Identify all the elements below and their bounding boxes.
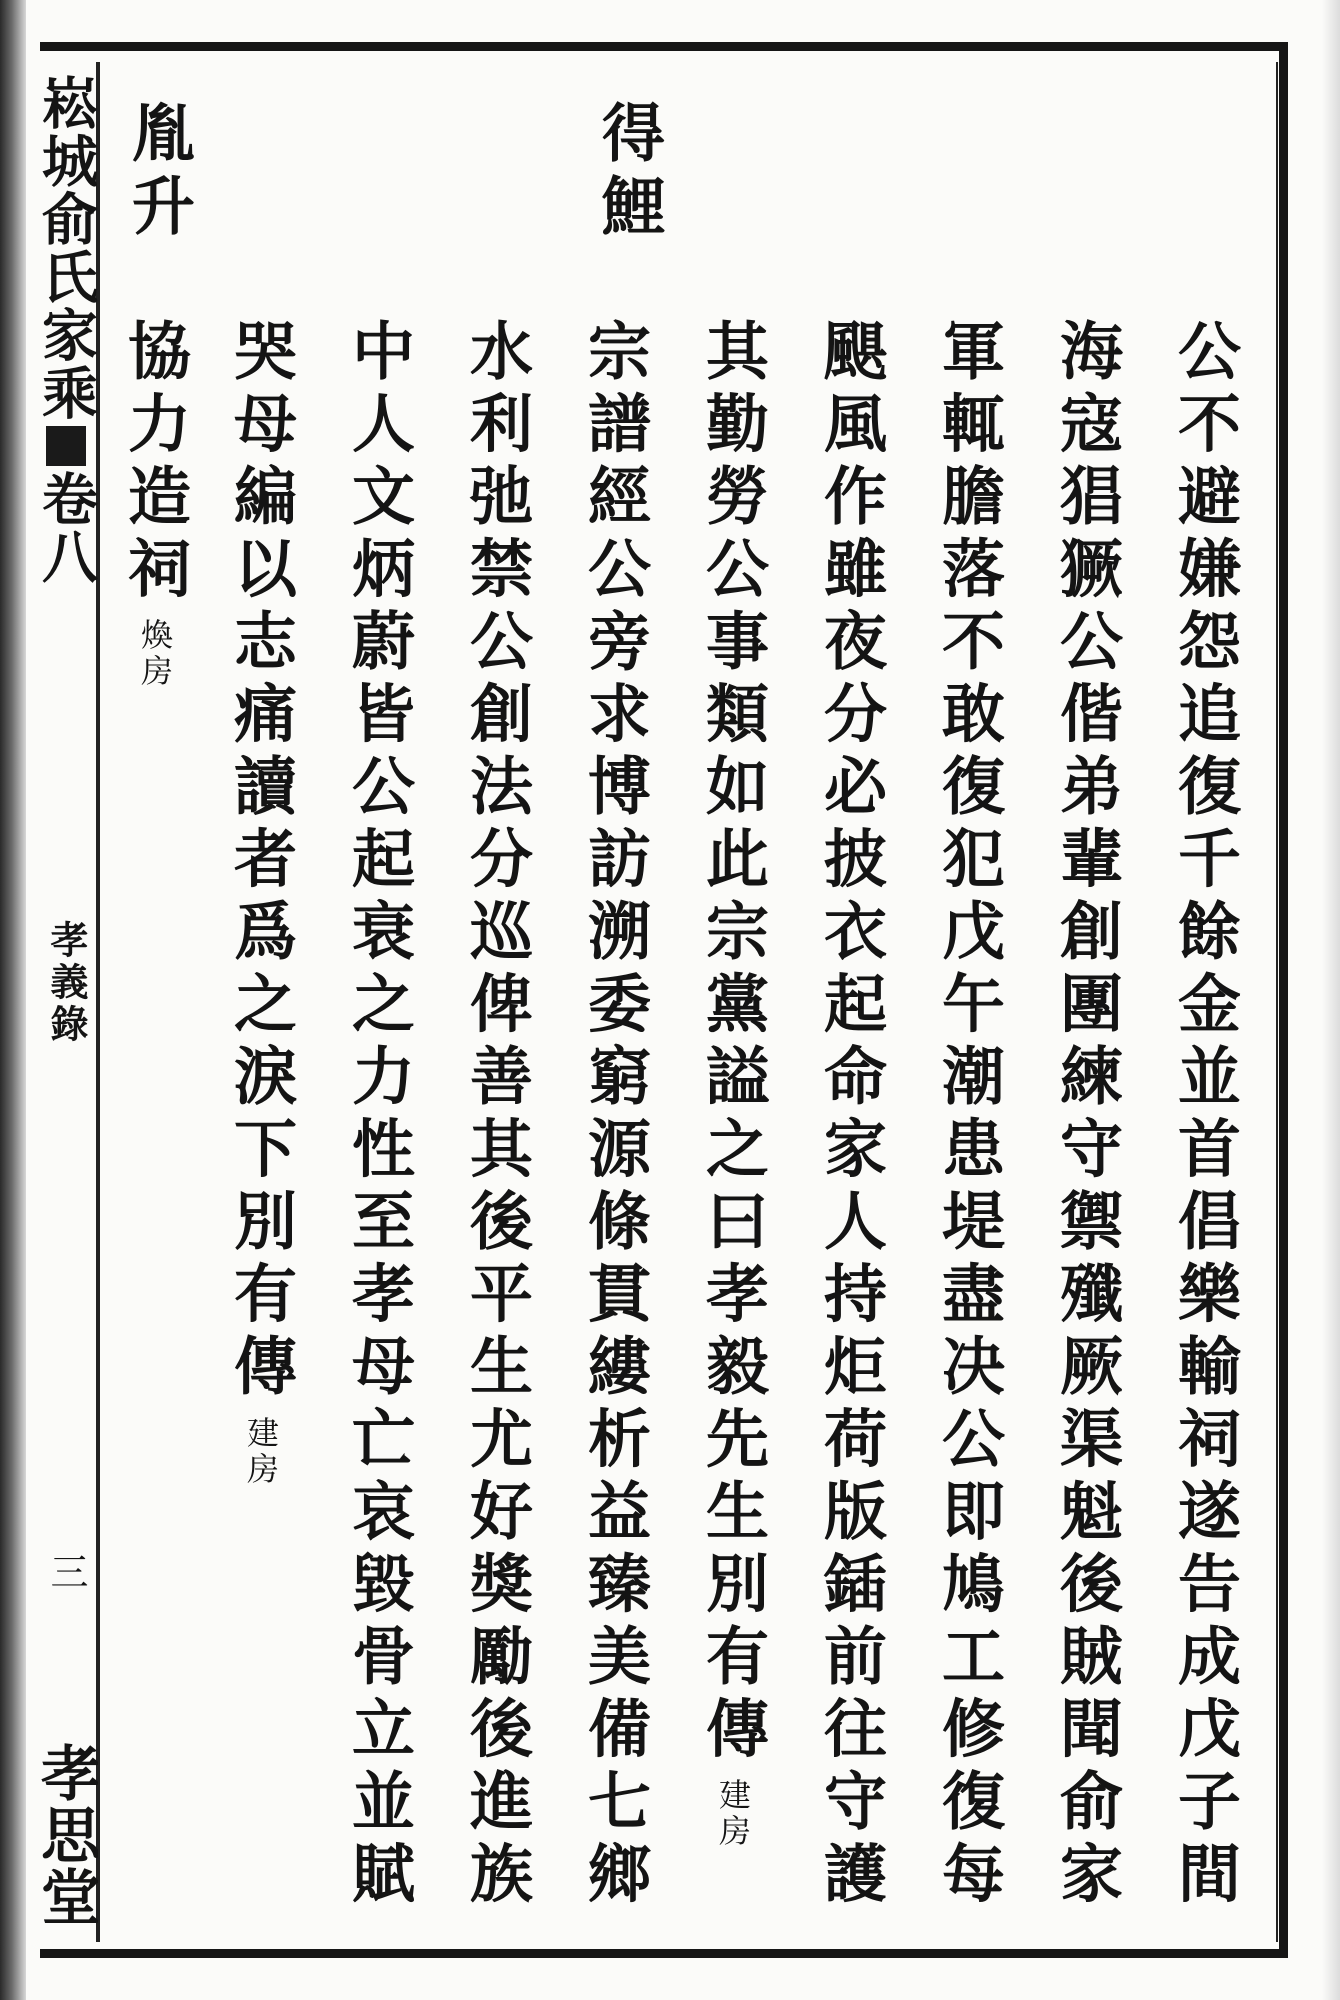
signature-deli: 得鯉: [592, 100, 666, 246]
section-title: 孝義錄: [44, 920, 89, 1046]
book-title-text: 崧城俞氏家乘: [33, 74, 99, 422]
text-column-10: [120, 318, 190, 690]
text-column-7: [462, 318, 532, 1913]
scan-edge-shadow-right: [1322, 0, 1340, 2000]
column-text: 颶風作雖夜分必披衣起命家人持炬荷版鍤前往守護: [814, 318, 888, 1913]
column-text: 宗譜經公旁求博訪溯委窮源條貫縷析益臻美備七鄉: [578, 318, 652, 1913]
volume-label: 卷八: [33, 470, 99, 586]
hall-name: 孝思堂: [31, 1742, 101, 1928]
book-title: [34, 74, 98, 586]
column-text: 軍輒膽落不敢復犯戊午潮患堤盡决公即鳩工修復每: [932, 318, 1006, 1913]
text-column-1: [1170, 318, 1240, 1913]
page-margin-strip: [31, 62, 101, 1942]
text-column-5: [698, 318, 768, 1850]
column-text: 海寇猖獗公偕弟輩創團練守禦殲厥渠魁後賊聞俞家: [1050, 318, 1124, 1913]
text-column-6: [580, 318, 650, 1913]
text-column-3: [934, 318, 1004, 1913]
column-text: 水利弛禁公創法分巡俾善其後平生尤好獎勵後進族: [460, 318, 534, 1913]
text-column-2: [1052, 318, 1122, 1913]
column-text: 中人文炳蔚皆公起衰之力性至孝母亡哀毀骨立並賦: [342, 318, 416, 1913]
signature-yinsheng: 胤升: [122, 100, 196, 246]
column-text: 協力造祠: [118, 318, 192, 608]
text-column-8: [344, 318, 414, 1913]
fish-tail-mark: [46, 426, 86, 466]
scan-edge-shadow: [0, 0, 26, 2000]
column-text: 其勤勞公事類如此宗黨謚之曰孝毅先生別有傳: [696, 318, 770, 1768]
lineage-note: 煥房: [136, 618, 174, 690]
column-text: 哭母編以志痛讀者爲之淚下別有傳: [224, 318, 298, 1406]
text-column-9: [226, 318, 296, 1488]
page-number: 三: [44, 1552, 88, 1590]
lineage-note: 建房: [242, 1415, 280, 1488]
lineage-note: 建房: [714, 1778, 752, 1850]
text-column-4: [816, 318, 886, 1913]
column-text: 公不避嫌怨追復千餘金並首倡樂輸祠遂告成戊子間: [1168, 318, 1242, 1913]
